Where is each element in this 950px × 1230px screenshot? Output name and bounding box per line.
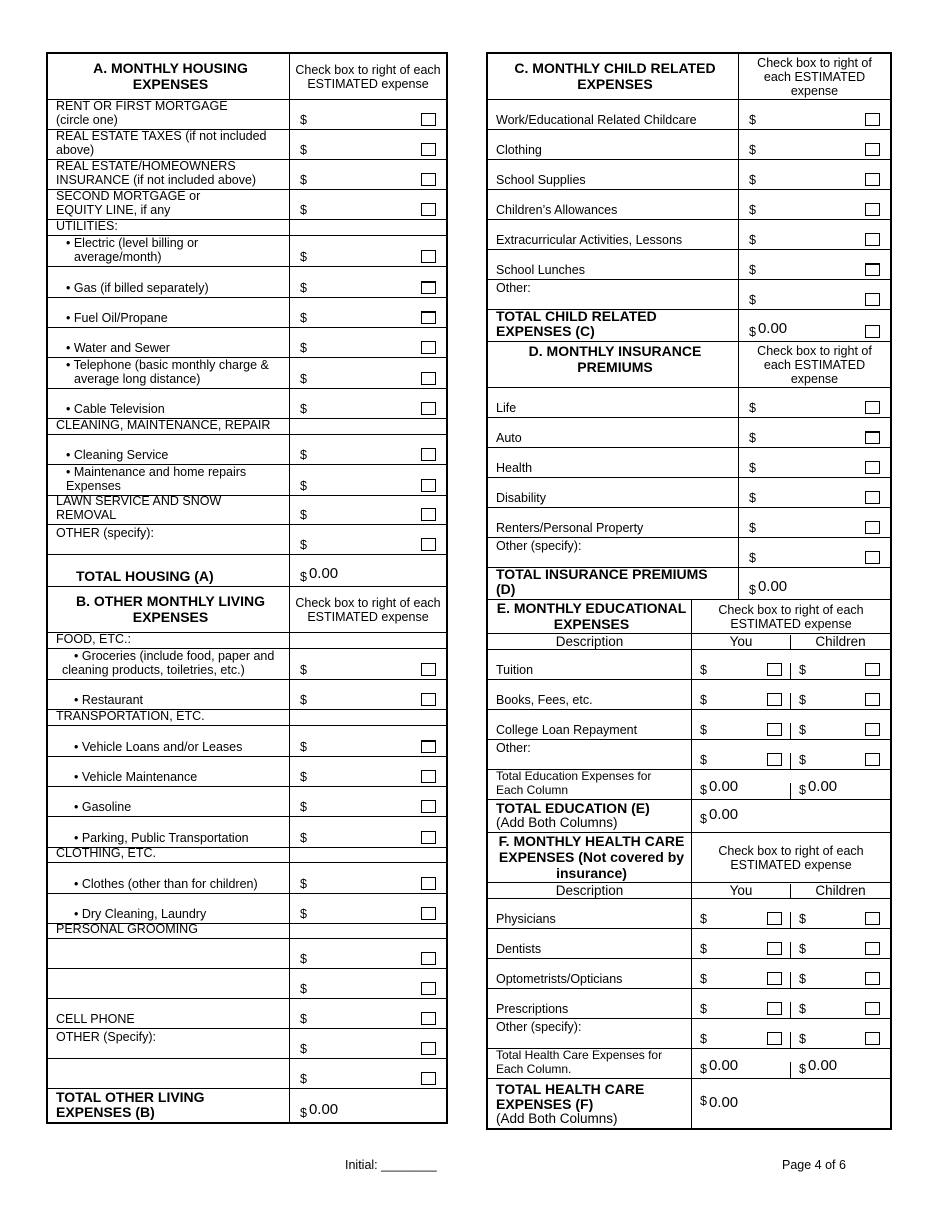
drycleaning-estimated-checkbox[interactable] — [421, 907, 436, 920]
allowances-label: Children’s Allowances — [488, 190, 739, 219]
gas-estimated-checkbox[interactable] — [421, 281, 436, 294]
renters-row — [488, 508, 890, 538]
ins-other-label: Other (specify): — [488, 538, 739, 567]
renters-label: Renters/Personal Property — [488, 508, 739, 537]
cleaning-label: • Cleaning Service — [48, 435, 290, 464]
insurance-row: REAL ESTATE/HOMEOWNERS INSURANCE (if not included above) $ — [48, 160, 446, 190]
section-f-check-instruction: Check box to right of each ESTIMATED expense — [718, 843, 864, 872]
health-other-you-field[interactable]: $ — [700, 1032, 707, 1046]
parking-row — [48, 817, 446, 848]
cell-phone-amount-field[interactable]: $ — [300, 1012, 307, 1026]
initial-field[interactable]: Initial: ________ — [345, 1158, 437, 1172]
living-other-2-amount-field[interactable]: $ — [300, 1072, 307, 1086]
section-e-header — [488, 600, 890, 634]
vehicle-maint-estimated-checkbox[interactable] — [421, 770, 436, 783]
grooming-2-estimated-checkbox[interactable] — [421, 982, 436, 995]
prescriptions-label: Prescriptions — [488, 989, 692, 1018]
school-supplies-label: School Supplies — [488, 160, 739, 189]
left-column — [46, 52, 448, 1124]
auto-row — [488, 418, 890, 448]
cable-estimated-checkbox[interactable] — [421, 402, 436, 415]
gasoline-label: • Gasoline — [48, 787, 290, 816]
section-c-title: C. MONTHLY CHILD RELATED EXPENSES — [488, 54, 739, 99]
optometrists-you-checkbox[interactable] — [767, 972, 782, 985]
child-other-estimated-checkbox[interactable] — [865, 293, 880, 306]
dentists-label: Dentists — [488, 929, 692, 958]
health-ins-label: Health — [488, 448, 739, 477]
drycleaning-amount-field[interactable]: $ — [300, 907, 307, 921]
you-header: You — [692, 635, 791, 649]
life-row — [488, 388, 890, 418]
check-box-instruction: Check box to right of each ESTIMATED expense — [757, 55, 872, 98]
books-label: Books, Fees, etc. — [488, 680, 692, 709]
section-b-title: B. OTHER MONTHLY LIVING EXPENSES — [48, 587, 290, 632]
renters-amount-field[interactable]: $ — [749, 521, 756, 535]
parking-estimated-checkbox[interactable] — [421, 831, 436, 844]
tuition-children-field[interactable]: $ — [799, 663, 806, 677]
life-estimated-checkbox[interactable] — [865, 401, 880, 414]
extracurricular-amount-field[interactable]: $ — [749, 233, 756, 247]
cell-phone-row — [48, 999, 446, 1029]
books-you-field[interactable]: $ — [700, 693, 707, 707]
cleaning-estimated-checkbox[interactable] — [421, 448, 436, 461]
grooming-1-amount-field[interactable]: $ — [300, 952, 307, 966]
section-f-header — [488, 833, 890, 883]
physicians-you-checkbox[interactable] — [767, 912, 782, 925]
child-other-row — [488, 280, 890, 310]
tuition-you-checkbox[interactable] — [767, 663, 782, 676]
rent-estimated-checkbox[interactable] — [421, 113, 436, 126]
section-c-header — [488, 54, 890, 100]
section-e-title: E. MONTHLY EDUCATIONAL EXPENSES — [488, 600, 692, 633]
physicians-you-field[interactable]: $ — [700, 912, 707, 926]
clothes-label: • Clothes (other than for children) — [48, 863, 290, 893]
cable-row — [48, 389, 446, 419]
lawn-row: LAWN SERVICE AND SNOW REMOVAL $ — [48, 496, 446, 525]
clothes-amount-field[interactable]: $ — [300, 877, 307, 891]
vehicle-loans-label: • Vehicle Loans and/or Leases — [48, 726, 290, 756]
child-clothing-row — [488, 130, 890, 160]
living-other-label: OTHER (Specify): — [48, 1029, 290, 1058]
physicians-row — [488, 899, 890, 929]
maintenance-amount-field[interactable]: $ — [300, 479, 307, 493]
tuition-row — [488, 650, 890, 680]
groceries-estimated-checkbox[interactable] — [421, 663, 436, 676]
gas-label: • Gas (if billed separately) — [48, 267, 290, 297]
prescriptions-children-field[interactable]: $ — [799, 1002, 806, 1016]
total-education-row: TOTAL EDUCATION (E) (Add Both Columns) $ 0.00 — [488, 800, 890, 833]
total-housing-row: TOTAL HOUSING (A) $ 0.00 — [48, 555, 446, 587]
vehicle-loans-row — [48, 726, 446, 757]
prescriptions-children-checkbox[interactable] — [865, 1002, 880, 1015]
health-ins-amount-field[interactable]: $ — [749, 461, 756, 475]
total-child-row: TOTAL CHILD RELATED EXPENSES (C) $ 0.00 — [488, 310, 890, 342]
extracurricular-row — [488, 220, 890, 250]
vehicle-loans-amount-field[interactable]: $ — [300, 740, 307, 754]
housing-other-amount-field[interactable]: $ — [300, 538, 307, 552]
description-header: Description — [488, 883, 692, 898]
disability-label: Disability — [488, 478, 739, 507]
total-insurance-value: 0.00 — [757, 578, 788, 595]
dentists-row — [488, 929, 890, 959]
vehicle-loans-estimated-checkbox[interactable] — [421, 740, 436, 753]
prescriptions-you-checkbox[interactable] — [767, 1002, 782, 1015]
living-other-2-estimated-checkbox[interactable] — [421, 1072, 436, 1085]
renters-estimated-checkbox[interactable] — [865, 521, 880, 534]
tuition-you-field[interactable]: $ — [700, 663, 707, 677]
living-other-row — [48, 1029, 446, 1059]
parking-label: • Parking, Public Transportation — [48, 817, 290, 847]
food-header-row — [48, 633, 446, 649]
school-supplies-amount-field[interactable]: $ — [749, 173, 756, 187]
parking-amount-field[interactable]: $ — [300, 831, 307, 845]
fuel-estimated-checkbox[interactable] — [421, 311, 436, 324]
vehicle-maint-label: • Vehicle Maintenance — [48, 757, 290, 786]
transport-label: TRANSPORTATION, ETC. — [48, 710, 290, 725]
second-mortgage-row: SECOND MORTGAGE or EQUITY LINE, if any $ — [48, 190, 446, 220]
ins-other-estimated-checkbox[interactable] — [865, 551, 880, 564]
lunches-estimated-checkbox[interactable] — [865, 263, 880, 276]
total-education-value: 0.00 — [708, 806, 739, 823]
edu-other-row — [488, 740, 890, 770]
transport-header-row — [48, 710, 446, 726]
second-mortgage-amount-field[interactable]: $ — [300, 203, 307, 217]
check-box-instruction: Check box to right of each ESTIMATED expense — [295, 62, 441, 91]
health-other-children-checkbox[interactable] — [865, 1032, 880, 1045]
gasoline-amount-field[interactable]: $ — [300, 800, 307, 814]
utilities-header-row — [48, 220, 446, 236]
check-box-instruction: Check box to right of each ESTIMATED expense — [295, 595, 441, 624]
housing-other-row — [48, 525, 446, 555]
extracurricular-label: Extracurricular Activities, Lessons — [488, 220, 739, 249]
loan-you-checkbox[interactable] — [767, 723, 782, 736]
edu-you-total: 0.00 — [708, 778, 739, 795]
ins-other-amount-field[interactable]: $ — [749, 551, 756, 565]
total-other-living-value: 0.00 — [308, 1101, 339, 1118]
restaurant-row — [48, 680, 446, 710]
section-a-header — [48, 54, 446, 100]
tuition-label: Tuition — [488, 650, 692, 679]
life-label: Life — [488, 388, 739, 417]
health-column-total-row: Total Health Care Expenses for Each Column. $ 0.00 $ 0.00 — [488, 1049, 890, 1079]
check-box-instruction: Check box to right of each ESTIMATED expense — [757, 343, 872, 386]
rent-row: RENT OR FIRST MORTGAGE (circle one) $ — [48, 100, 446, 130]
taxes-row: REAL ESTATE TAXES (if not included above) $ — [48, 130, 446, 160]
childcare-row — [488, 100, 890, 130]
health-children-total: 0.00 — [807, 1057, 838, 1074]
child-clothing-estimated-checkbox[interactable] — [865, 143, 880, 156]
drycleaning-row — [48, 894, 446, 924]
cleaning-header-row — [48, 419, 446, 435]
maintenance-estimated-checkbox[interactable] — [421, 479, 436, 492]
utilities-label: UTILITIES: — [48, 220, 290, 235]
groceries-row: • Groceries (include food, paper and cleaning products, toiletries, etc.) $ — [48, 649, 446, 680]
extracurricular-estimated-checkbox[interactable] — [865, 233, 880, 246]
section-f-title: F. MONTHLY HEALTH CARE EXPENSES (Not covered by insurance) — [488, 833, 692, 882]
maintenance-row: • Maintenance and home repairs Expenses $ — [48, 465, 446, 496]
living-other-row-2 — [48, 1059, 446, 1089]
loan-children-field[interactable]: $ — [799, 723, 806, 737]
allowances-estimated-checkbox[interactable] — [865, 203, 880, 216]
auto-estimated-checkbox[interactable] — [865, 431, 880, 444]
dentists-children-checkbox[interactable] — [865, 942, 880, 955]
section-e-column-header — [488, 634, 890, 650]
total-insurance-row: TOTAL INSURANCE PREMIUMS (D) $ 0.00 — [488, 568, 890, 600]
loan-you-field[interactable]: $ — [700, 723, 707, 737]
children-header: Children — [815, 634, 866, 649]
section-f-column-header — [488, 883, 890, 899]
cable-label: • Cable Television — [48, 389, 290, 418]
dentists-children-field[interactable]: $ — [799, 942, 806, 956]
section-e-check-instruction: Check box to right of each ESTIMATED expense — [718, 602, 864, 631]
grooming-2-amount-field[interactable]: $ — [300, 982, 307, 996]
gas-row — [48, 267, 446, 298]
water-label: • Water and Sewer — [48, 328, 290, 357]
prescriptions-row — [488, 989, 890, 1019]
disability-estimated-checkbox[interactable] — [865, 491, 880, 504]
lunches-row — [488, 250, 890, 280]
books-children-field[interactable]: $ — [799, 693, 806, 707]
books-children-checkbox[interactable] — [865, 693, 880, 706]
allowances-row — [488, 190, 890, 220]
gasoline-estimated-checkbox[interactable] — [421, 800, 436, 813]
description-header: Description — [488, 634, 692, 649]
health-other-children-field[interactable]: $ — [799, 1032, 806, 1046]
edu-column-total-row: Total Education Expenses for Each Column $ 0.00 $ 0.00 — [488, 770, 890, 800]
cleaning-amount-field[interactable]: $ — [300, 448, 307, 462]
child-other-amount-field[interactable]: $ — [749, 293, 756, 307]
second-mortgage-estimated-checkbox[interactable] — [421, 203, 436, 216]
total-housing-label: TOTAL HOUSING (A) — [48, 555, 290, 586]
taxes-amount-field[interactable]: $ — [300, 143, 307, 157]
health-other-you-checkbox[interactable] — [767, 1032, 782, 1045]
vehicle-maint-amount-field[interactable]: $ — [300, 770, 307, 784]
loan-children-checkbox[interactable] — [865, 723, 880, 736]
life-amount-field[interactable]: $ — [749, 401, 756, 415]
grooming-1-estimated-checkbox[interactable] — [421, 952, 436, 965]
total-housing-value: 0.00 — [308, 565, 339, 582]
fuel-amount-field[interactable]: $ — [300, 311, 307, 325]
insurance-amount-field[interactable]: $ — [300, 173, 307, 187]
optometrists-you-field[interactable]: $ — [700, 972, 707, 986]
cable-amount-field[interactable]: $ — [300, 402, 307, 416]
fuel-label: • Fuel Oil/Propane — [48, 298, 290, 327]
allowances-amount-field[interactable]: $ — [749, 203, 756, 217]
school-supplies-row — [488, 160, 890, 190]
children-header: Children — [815, 883, 866, 898]
rent-amount-field[interactable]: $ — [300, 113, 307, 127]
dentists-you-checkbox[interactable] — [767, 942, 782, 955]
clothes-row — [48, 863, 446, 894]
optometrists-children-field[interactable]: $ — [799, 972, 806, 986]
clothing-header-row — [48, 848, 446, 863]
lawn-estimated-checkbox[interactable] — [421, 508, 436, 521]
fuel-row — [48, 298, 446, 328]
edu-other-label: Other: — [488, 740, 692, 769]
water-estimated-checkbox[interactable] — [421, 341, 436, 354]
child-other-label: Other: — [488, 280, 739, 309]
total-child-value: 0.00 — [757, 320, 788, 337]
vehicle-maint-row — [48, 757, 446, 787]
groceries-amount-field[interactable]: $ — [300, 663, 307, 677]
childcare-amount-field[interactable]: $ — [749, 113, 756, 127]
you-header: You — [692, 884, 791, 898]
auto-amount-field[interactable]: $ — [749, 431, 756, 445]
health-you-total: 0.00 — [708, 1057, 739, 1074]
food-label: FOOD, ETC.: — [48, 633, 290, 648]
drycleaning-label: • Dry Cleaning, Laundry — [48, 894, 290, 923]
telephone-amount-field[interactable]: $ — [300, 372, 307, 386]
clothing-label: CLOTHING, ETC. — [48, 848, 290, 862]
gasoline-row — [48, 787, 446, 817]
insurance-estimated-checkbox[interactable] — [421, 173, 436, 186]
lunches-label: School Lunches — [488, 250, 739, 279]
health-other-row — [488, 1019, 890, 1049]
edu-other-you-field[interactable]: $ — [700, 753, 707, 767]
physicians-children-checkbox[interactable] — [865, 912, 880, 925]
section-a-title: A. MONTHLY HOUSING EXPENSES — [48, 54, 290, 99]
lunches-amount-field[interactable]: $ — [749, 263, 756, 277]
tuition-children-checkbox[interactable] — [865, 663, 880, 676]
cell-phone-estimated-checkbox[interactable] — [421, 1012, 436, 1025]
health-ins-row — [488, 448, 890, 478]
childcare-estimated-checkbox[interactable] — [865, 113, 880, 126]
section-d-title: D. MONTHLY INSURANCE PREMIUMS — [488, 342, 739, 387]
living-other-estimated-checkbox[interactable] — [421, 1042, 436, 1055]
clothes-estimated-checkbox[interactable] — [421, 877, 436, 890]
living-other-amount-field[interactable]: $ — [300, 1042, 307, 1056]
auto-label: Auto — [488, 418, 739, 447]
grooming-label: PERSONAL GROOMING — [48, 924, 290, 938]
edu-other-you-checkbox[interactable] — [767, 753, 782, 766]
loan-label: College Loan Repayment — [488, 710, 692, 739]
optometrists-children-checkbox[interactable] — [865, 972, 880, 985]
child-clothing-amount-field[interactable]: $ — [749, 143, 756, 157]
total-child-estimated-checkbox[interactable] — [865, 325, 880, 338]
housing-other-estimated-checkbox[interactable] — [421, 538, 436, 551]
optometrists-row — [488, 959, 890, 989]
prescriptions-you-field[interactable]: $ — [700, 1002, 707, 1016]
edu-other-children-field[interactable]: $ — [799, 753, 806, 767]
total-health-value: 0.00 — [708, 1093, 739, 1111]
grooming-blank-row-2 — [48, 969, 446, 999]
cell-phone-label: CELL PHONE — [48, 999, 290, 1028]
physicians-children-field[interactable]: $ — [799, 912, 806, 926]
restaurant-estimated-checkbox[interactable] — [421, 693, 436, 706]
taxes-estimated-checkbox[interactable] — [421, 143, 436, 156]
section-d-header — [488, 342, 890, 388]
water-row — [48, 328, 446, 358]
loan-row — [488, 710, 890, 740]
edu-children-total: 0.00 — [807, 778, 838, 795]
telephone-estimated-checkbox[interactable] — [421, 372, 436, 385]
edu-other-children-checkbox[interactable] — [865, 753, 880, 766]
childcare-label: Work/Educational Related Childcare — [488, 100, 739, 129]
books-row — [488, 680, 890, 710]
physicians-label: Physicians — [488, 899, 692, 928]
section-b-header — [48, 587, 446, 633]
cleaning-row — [48, 435, 446, 465]
telephone-row: • Telephone (basic monthly charge & average long distance) $ — [48, 358, 446, 389]
right-column — [486, 52, 892, 1130]
restaurant-amount-field[interactable]: $ — [300, 693, 307, 707]
cleaning-maintenance-label: CLEANING, MAINTENANCE, REPAIR — [48, 419, 290, 434]
restaurant-label: • Restaurant — [48, 680, 290, 709]
disability-amount-field[interactable]: $ — [749, 491, 756, 505]
housing-other-label: OTHER (specify): — [48, 525, 290, 554]
grooming-blank-row-1 — [48, 939, 446, 969]
gas-amount-field[interactable]: $ — [300, 281, 307, 295]
total-health-row: TOTAL HEALTH CARE EXPENSES (F) (Add Both Columns) $ 0.00 — [488, 1079, 890, 1128]
school-supplies-estimated-checkbox[interactable] — [865, 173, 880, 186]
electric-amount-field[interactable]: $ — [300, 250, 307, 264]
optometrists-label: Optometrists/Opticians — [488, 959, 692, 988]
lawn-amount-field[interactable]: $ — [300, 508, 307, 522]
health-ins-estimated-checkbox[interactable] — [865, 461, 880, 474]
ins-other-row — [488, 538, 890, 568]
health-other-label: Other (specify): — [488, 1019, 692, 1048]
electric-row: • Electric (level billing or average/month) $ — [48, 236, 446, 267]
page-number: Page 4 of 6 — [782, 1158, 846, 1172]
child-clothing-label: Clothing — [488, 130, 739, 159]
books-you-checkbox[interactable] — [767, 693, 782, 706]
total-other-living-row: TOTAL OTHER LIVING EXPENSES (B) $ 0.00 — [48, 1089, 446, 1122]
grooming-header-row — [48, 924, 446, 939]
disability-row — [488, 478, 890, 508]
dentists-you-field[interactable]: $ — [700, 942, 707, 956]
electric-estimated-checkbox[interactable] — [421, 250, 436, 263]
water-amount-field[interactable]: $ — [300, 341, 307, 355]
